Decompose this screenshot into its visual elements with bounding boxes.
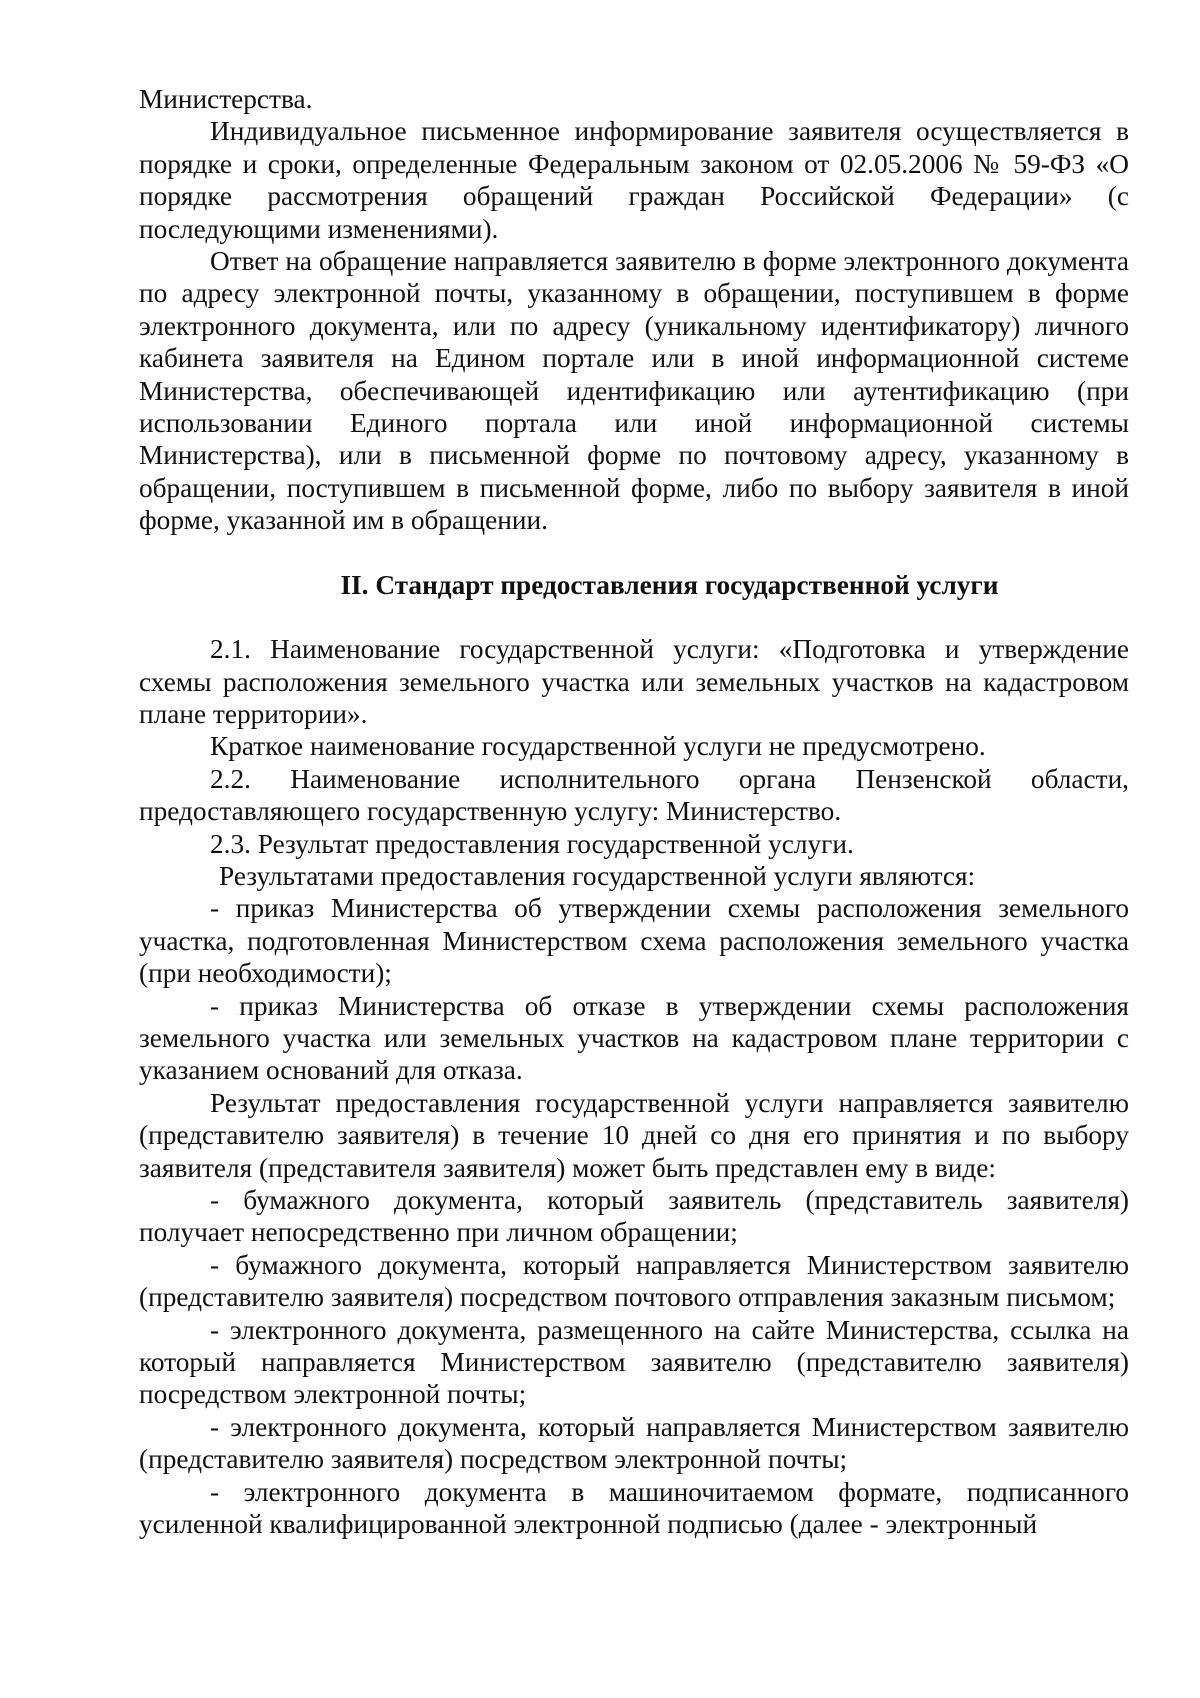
paragraph-2-1: 2.1. Наименование государственной услуги: «Подготовка и утверждение схемы расположения земельного участка или земельных участков на кадастровом плане территории». xyxy=(139,634,1129,729)
paragraph-2-2: 2.2. Наименование исполнительного органа Пензенской области, предоставляющего государственную услугу: Министерство. xyxy=(139,763,1129,827)
list-item-electronic-site-link: - электронного документа, размещенного на сайте Министерства, ссылка на который направляется Министерством заявителю (представителю заявителя) посредством электронной почты; xyxy=(139,1314,1129,1410)
section-heading: II. Стандарт предоставления государственной услуги xyxy=(340,569,999,600)
list-item-refusal-order: - приказ Министерства об отказе в утверждении схемы расположения земельного участка или земельных участков на кадастровом плане территории с указанием оснований для отказа. xyxy=(139,990,1129,1086)
document-page xyxy=(139,83,1129,1540)
list-item-paper-personal: - бумажного документа, который заявитель (представитель заявителя) получает непосредственно при личном обращении; xyxy=(139,1185,1129,1248)
list-item-approval-order: - приказ Министерства об утверждении схемы расположения земельного участка, подготовленная Министерством схема расположения земельного участка (при необходимости); xyxy=(139,893,1129,989)
list-item-electronic-machine-readable: - электронного документа в машиночитаемом формате, подписанного усиленной квалифицированной электронной подписью (далее - электронный xyxy=(139,1476,1129,1540)
paragraph-response-delivery: Ответ на обращение направляется заявителю в форме электронного документа по адресу электронной почты, указанному в обращении, поступившем в форме электронного документа, или по адресу (уникальному идентификатору) личного кабинета заявителя на Едином портале или в иной информационной системе Министерства, обеспечивающей идентификацию или аутентификацию (при использовании Единого портала или иной информационной системы Министерства), или в письменной форме по почтовому адресу, указанному в обращении, поступившем в письменной форме, либо по выбору заявителя в иной форме, указанной им в обращении. xyxy=(139,246,1129,536)
paragraph-short-name: Краткое наименование государственной услуги не предусмотрено. xyxy=(210,731,986,762)
paragraph-2-3: 2.3. Результат предоставления государственной услуги. xyxy=(210,828,854,859)
list-item-electronic-email: - электронного документа, который направляется Министерством заявителю (представителю заявителя) посредством электронной почты; xyxy=(139,1411,1129,1475)
paragraph-result-delivery: Результат предоставления государственной услуги направляется заявителю (представителю заявителя) в течение 10 дней со дня его принятия и по выбору заявителя (представителя заявителя) может быть представлен ему в виде: xyxy=(139,1087,1129,1183)
paragraph-written-informing: Индивидуальное письменное информирование заявителя осуществляется в порядке и сроки, определенные Федеральным законом от 02.05.2006 № 59-ФЗ «О порядке рассмотрения обращений граждан Российской Федерации» (с последующими изменениями). xyxy=(139,116,1129,244)
paragraph-results-intro: Результатами предоставления государственной услуги являются: xyxy=(219,860,976,891)
list-item-paper-mail: - бумажного документа, который направляется Министерством заявителю (представителю заявителя) посредством почтового отправления заказным письмом; xyxy=(139,1249,1129,1313)
paragraph-continuation: Министерства. xyxy=(139,84,313,114)
